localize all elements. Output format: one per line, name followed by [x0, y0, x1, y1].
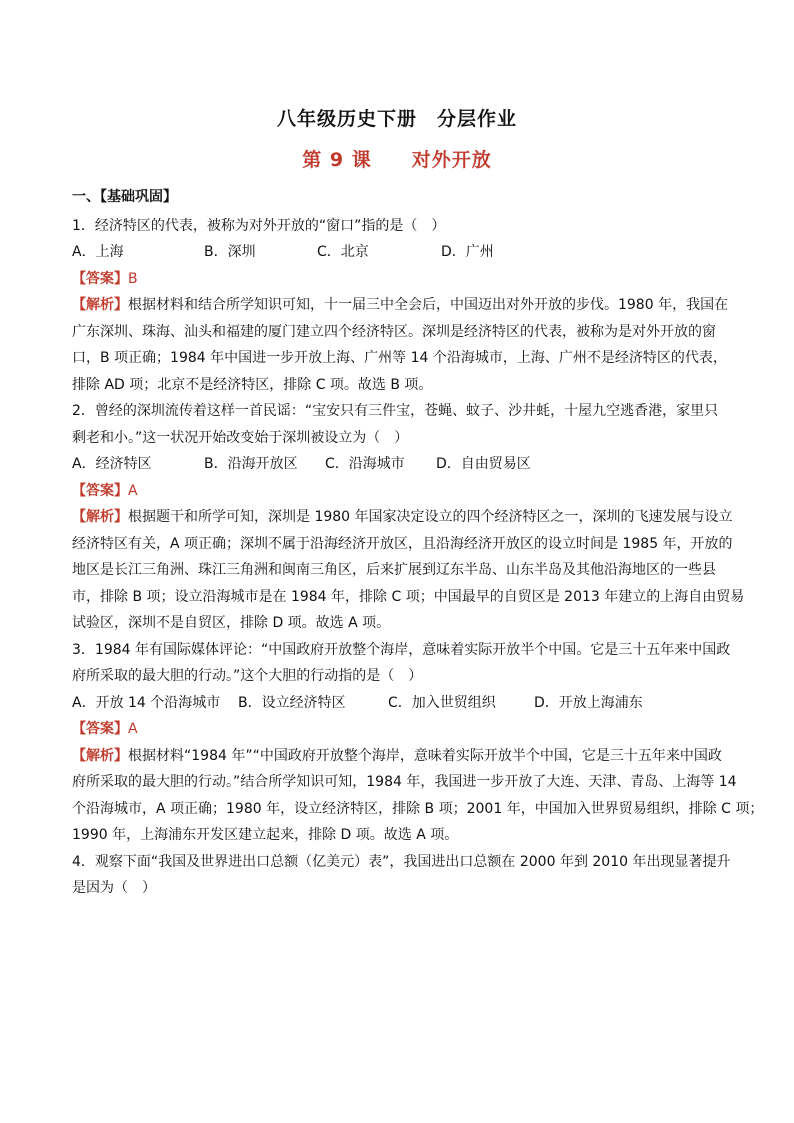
- question-options: [72, 239, 734, 266]
- option-b: B．深圳: [204, 244, 256, 260]
- question-stem-line: 3．1984 年有国际媒体评论：“中国政府开放整个海岸，意味着实际开放半个中国。它是三十五年来中国政: [72, 641, 731, 658]
- answer-line: [72, 478, 734, 505]
- option-a: A．开放 14 个沿海城市: [72, 694, 221, 711]
- analysis: [72, 292, 734, 398]
- option-c: C．加入世贸组织: [388, 694, 496, 711]
- analysis-line: 府所采取的最大胆的行动。”结合所学知识可知，1984 年，我国进一步开放了大连、天津、青岛、上海等 14: [72, 774, 737, 790]
- analysis-line: 1990 年，上海浦东开发区建立起来，排除 D 项。故选 A 项。: [72, 827, 459, 843]
- question-stem-line: 2．曾经的深圳流传着这样一首民谣：“宝安只有三件宝，苍蝇、蚊子、沙井蚝，十屋九空逃香港，家里只: [72, 403, 719, 419]
- answer-line: [72, 266, 734, 293]
- answer-value: A: [128, 482, 138, 499]
- question-2: [72, 398, 745, 637]
- analysis-line: 排除 AD 项；北京不是经济特区，排除 C 项。故选 B 项。: [72, 376, 433, 393]
- answer-line: [72, 716, 734, 743]
- question-stem-line: 1．经济特区的代表，被称为对外开放的“窗口”指的是（ ）: [72, 217, 446, 234]
- lesson-title: 第 9 课 对外开放: [302, 149, 492, 171]
- option-d: D．广州: [441, 244, 494, 260]
- analysis-label: 【解析】: [72, 509, 128, 525]
- answer-value: A: [128, 721, 138, 737]
- analysis-label: 【解析】: [72, 747, 128, 764]
- question-stem-line: 是因为（ ）: [72, 880, 156, 896]
- answer-label: 【答案】: [72, 270, 128, 287]
- option-c: C．沿海城市: [325, 456, 405, 472]
- question-1: [72, 213, 734, 399]
- analysis-line: 试验区，深圳不是自贸区，排除 D 项。故选 A 项。: [72, 615, 391, 631]
- analysis-line: 根据材料“1984 年”“中国政府开放整个海岸，意味着实际开放半个中国，它是三十五年来中国政: [128, 747, 722, 764]
- question-stem-line: 剩老和小。”这一状况开始改变始于深圳被设立为（ ）: [72, 429, 409, 446]
- option-a: A．上海: [72, 244, 124, 260]
- document-body: [72, 184, 764, 902]
- option-b: B．沿海开放区: [204, 456, 298, 472]
- analysis-line: 地区是长江三角洲、珠江三角洲和闽南三角区，后来扩展到辽东半岛、山东半岛及其他沿海地区的一些县: [72, 562, 716, 578]
- analysis-line: 口，B 项正确；1984 年中国进一步开放上海、广州等 14 个沿海城市，上海、广州不是经济特区的代表，: [72, 350, 727, 366]
- analysis-line: 广东深圳、珠海、汕头和福建的厦门建立四个经济特区。深圳是经济特区的代表，被称为是对外开放的窗: [72, 323, 716, 340]
- document-title: 八年级历史下册 分层作业: [276, 108, 517, 130]
- option-d: D．开放上海浦东: [534, 694, 643, 711]
- question-stem-line: 4．观察下面“我国及世界进出口总额（亿美元）表”，我国进出口总额在 2000 年到 2010 年出现显著提升: [72, 853, 731, 870]
- answer-label: 【答案】: [72, 721, 128, 737]
- analysis-line: 经济特区有关，A 项正确；深圳不属于沿海经济开放区，且沿海经济开放区的设立时间是 1985 年，开放的: [72, 535, 733, 552]
- section-heading: 一、【基础巩固】: [72, 189, 177, 205]
- analysis-line: 根据材料和结合所学知识可知，十一届三中全会后，中国迈出对外开放的步伐。1980 年，我国在: [128, 297, 729, 313]
- question-options: [72, 451, 734, 478]
- analysis-line: 根据题干和所学可知，深圳是 1980 年国家决定设立的四个经济特区之一，深圳的飞速发展与设立: [128, 509, 733, 525]
- question-4: [72, 849, 734, 902]
- question-stem-line: 府所采取的最大胆的行动。”这个大胆的行动指的是（ ）: [72, 668, 423, 684]
- analysis: [72, 743, 764, 849]
- analysis-line: 个沿海城市，A 项正确；1980 年，设立经济特区，排除 B 项；2001 年，中国加入世界贸易组织，排除 C 项；: [72, 800, 764, 817]
- option-c: C．北京: [317, 244, 369, 260]
- analysis: [72, 504, 745, 637]
- question-options: [72, 690, 734, 717]
- analysis-label: 【解析】: [72, 297, 128, 313]
- answer-value: B: [128, 270, 138, 287]
- analysis-line: 市，排除 B 项；设立沿海城市是在 1984 年，排除 C 项；中国最早的自贸区是 2013 年建立的上海自由贸易: [72, 588, 745, 605]
- option-b: B．设立经济特区: [238, 694, 346, 711]
- answer-label: 【答案】: [72, 482, 128, 499]
- option-d: D．自由贸易区: [436, 456, 531, 472]
- question-3: [72, 637, 764, 849]
- option-a: A．经济特区: [72, 456, 152, 472]
